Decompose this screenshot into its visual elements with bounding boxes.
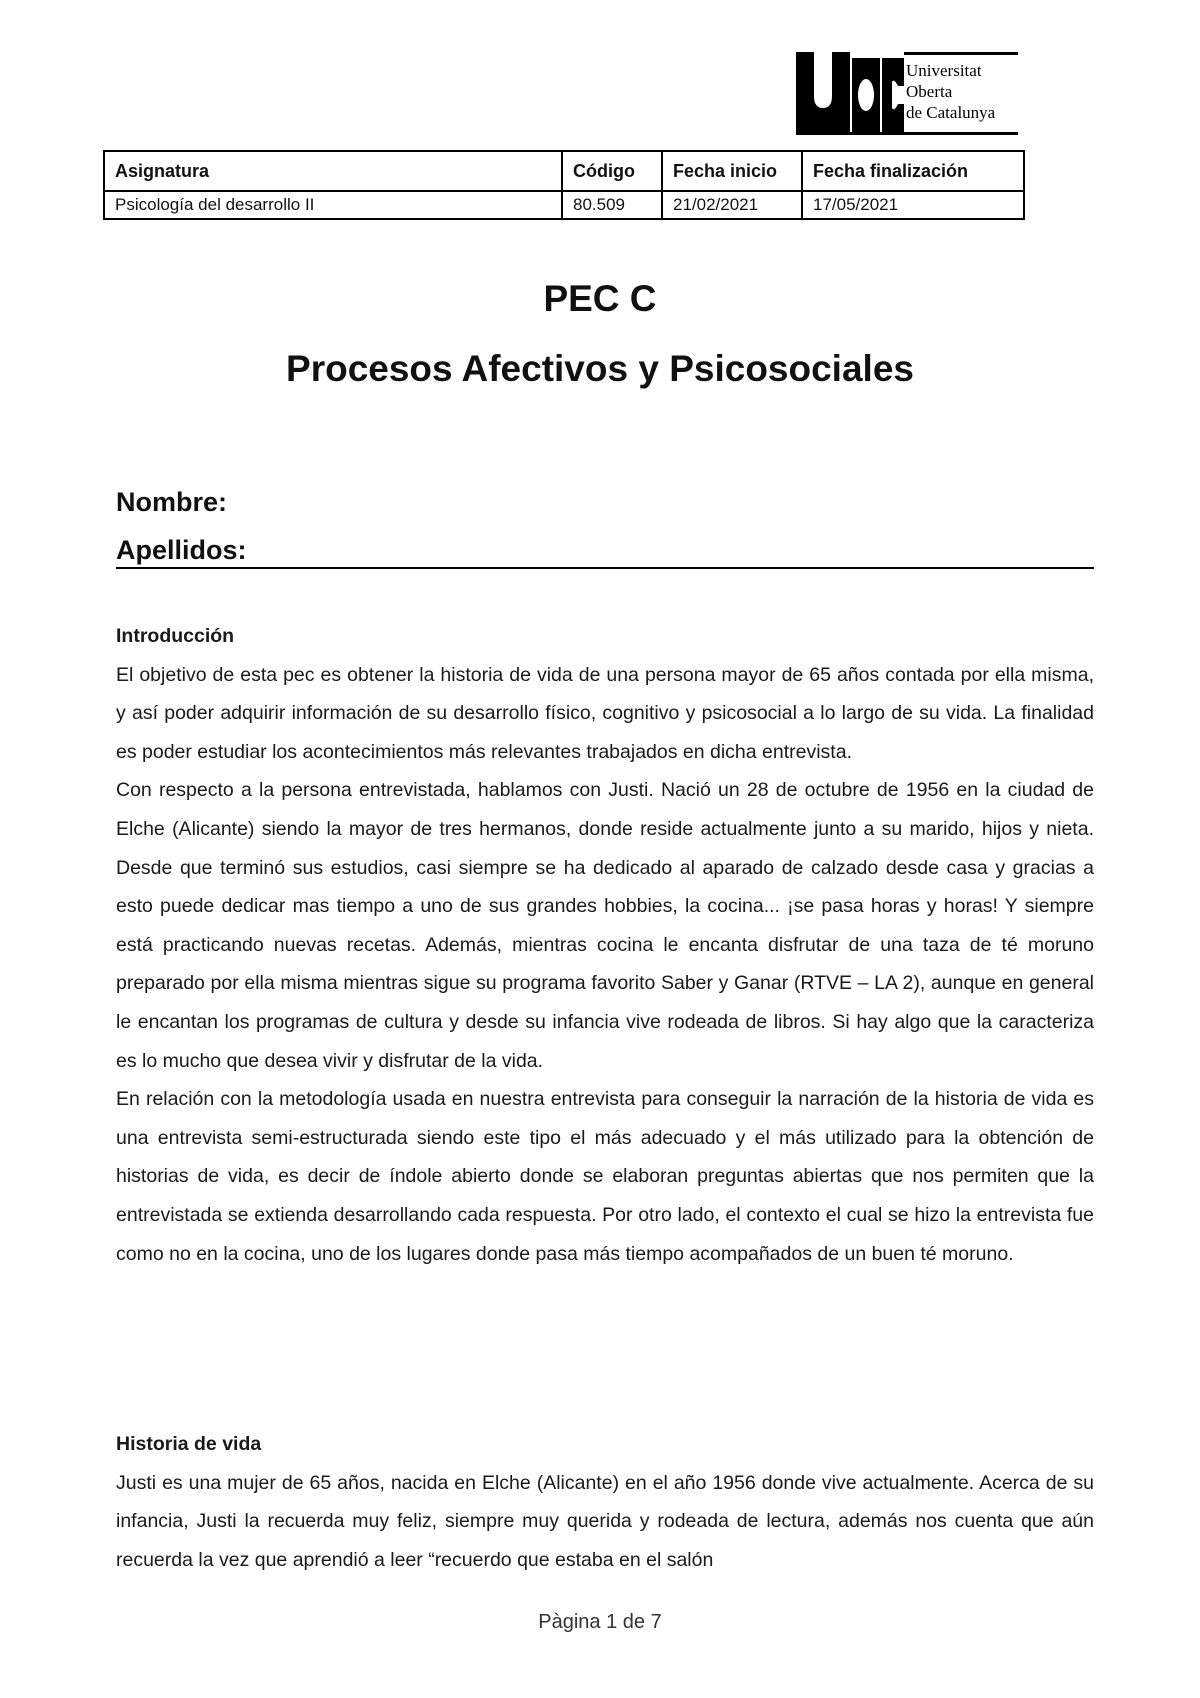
logo-bottom-rule: [796, 132, 1018, 135]
table-header-row: [104, 151, 1024, 191]
header-fecha-inicio: Fecha inicio: [662, 151, 802, 191]
apellidos-underline: [116, 567, 1094, 569]
uoc-logo: [796, 52, 1018, 136]
intro-paragraph-2: Con respecto a la persona entrevistada, hablamos con Justi. Nació un 28 de octubre de 1956 en la ciudad de Elche (Alicante) siendo la mayor de tres hermanos, donde reside actualmente junto a su marido, hijos y nieta. Desde que terminó sus estudios, casi siempre se ha dedicado al aparado de calzado desde casa y gracias a esto puede dedicar mas tiempo a uno de sus grandes hobbies, la cocina... ¡se pasa horas y horas! Y siempre está practicando nuevas recetas. Además, mientras cocina le encanta disfrutar de una taza de té moruno preparado por ella misma mientras sigue su programa favorito Saber y Ganar (RTVE – LA 2), aunque en general le encantan los programas de cultura y desde su infancia vive rodeada de libros. Si hay algo que la caracteriza es lo mucho que desea vivir y disfrutar de la vida.: [116, 779, 1094, 1072]
introduction-heading: Introducción: [116, 625, 235, 647]
document-subtitle: Procesos Afectivos y Psicosociales: [286, 348, 914, 389]
header-fecha-finalizacion: Fecha finalización: [802, 151, 1024, 191]
header-codigo: Código: [562, 151, 662, 191]
cell-asignatura: Psicología del desarrollo II: [104, 191, 562, 219]
cell-fecha-inicio: 21/02/2021: [662, 191, 802, 219]
logo-wordmark: [906, 60, 995, 123]
cell-fecha-finalizacion: 17/05/2021: [802, 191, 1024, 219]
page-number: Pàgina 1 de 7: [538, 1611, 662, 1633]
intro-paragraph-3: En relación con la metodología usada en nuestra entrevista para conseguir la narración de la historia de vida es una entrevista semi-estructurada siendo este tipo el más adecuado y el más utilizado para la obtención de historias de vida, es decir de índole abierto donde se elaboran preguntas abiertas que nos permiten que la entrevistada se extienda desarrollando cada respuesta. Por otro lado, el contexto el cual se hizo la entrevista fue como no en la cocina, uno de los lugares donde pasa más tiempo acompañados de un buen té moruno.: [116, 1088, 1094, 1265]
uoc-logo-mark-icon: [796, 52, 906, 132]
header-asignatura: Asignatura: [104, 151, 562, 191]
table-row: [104, 191, 1024, 219]
introduction-section: [116, 617, 1094, 1273]
intro-paragraph-1: El objetivo de esta pec es obtener la historia de vida de una persona mayor de 65 años contada por ella misma, y así poder adquirir información de su desarrollo físico, cognitivo y psicosocial a lo largo de su vida. La finalidad es poder estudiar los acontecimientos más relevantes trabajados en dicha entrevista.: [116, 663, 1094, 763]
history-paragraph: Justi es una mujer de 65 años, nacida en Elche (Alicante) en el año 1956 donde vive actualmente. Acerca de su infancia, Justi la recuerda muy feliz, siempre muy querida y rodeada de lectura, además nos cuenta que aún recuerda la vez que aprendió a leer “recuerdo que estaba en el salón: [116, 1471, 1094, 1571]
course-info-table: [103, 150, 1025, 220]
nombre-label: Nombre:: [116, 487, 228, 517]
logo-line-3: de Catalunya: [906, 103, 996, 122]
apellidos-label: Apellidos:: [116, 535, 247, 565]
logo-top-rule: [904, 52, 1018, 55]
history-heading: Historia de vida: [116, 1433, 262, 1455]
logo-line-2: Oberta: [906, 82, 953, 101]
logo-line-1: Universitat: [906, 61, 982, 80]
history-section: [116, 1425, 1094, 1579]
cell-codigo: 80.509: [562, 191, 662, 219]
document-title: PEC C: [543, 278, 657, 319]
